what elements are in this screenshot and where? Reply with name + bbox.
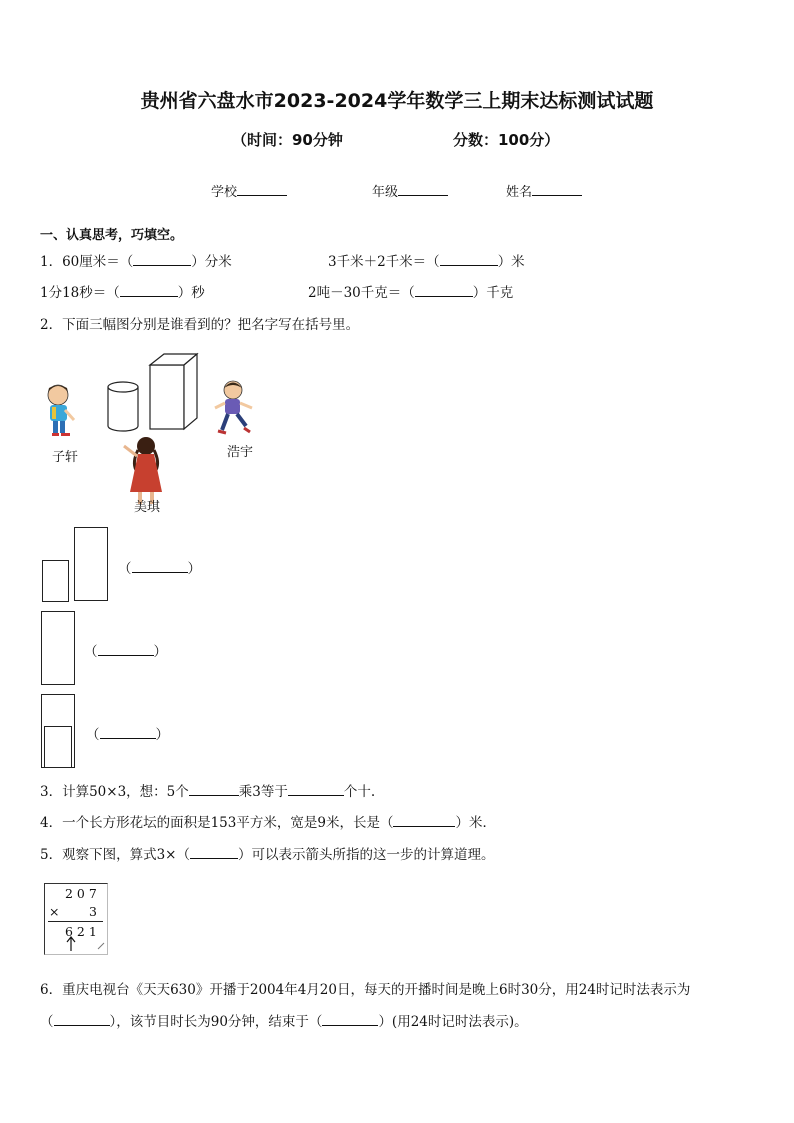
view1-open-paren: （ [118,561,132,577]
q1-a [40,250,232,270]
q1-c-left: 1分18秒＝（ [40,285,120,301]
name-label: 姓名 [506,185,533,200]
grade-blank[interactable] [398,182,448,196]
view2-tall-rect [41,611,75,685]
view2-close-paren: ） [153,644,167,660]
q5-right: ）可以表示箭头所指的这一步的计算道理。 [238,847,495,863]
name-blank[interactable] [532,182,582,196]
q5 [40,843,495,863]
calc-product: 6 2 1 [65,924,97,939]
q6-blank2[interactable] [322,1013,378,1026]
q1-c-blank[interactable] [120,284,178,297]
q2-text: 2．下面三幅图分别是谁看到的？把名字写在括号里。 [40,317,360,333]
page-title: 贵州省六盘水市2023-2024学年数学三上期末达标测试试题 [140,90,654,112]
q1-b-blank[interactable] [440,253,498,266]
name-meiqi: 美琪 [134,500,161,515]
q6-line1: 6．重庆电视台《天天630》开播于2004年4月20日，每天的开播时间是晚上6时30分，用24时记时法表示为 [40,982,691,998]
time-label: （时间：90分钟 [232,131,343,149]
q6-open-paren1: （ [40,1014,54,1030]
q6-mid-text: ），该节目时长为90分钟，结束于（ [109,1014,323,1030]
q4-blank[interactable] [393,814,455,827]
q4 [40,811,496,831]
calc-times-sign: × [49,904,60,919]
q1-c [40,281,205,301]
calc-multiplicand: 2 0 7 [65,886,97,901]
q6-end-text: ）(用24时记时法表示)。 [378,1014,528,1030]
view1-close-paren: ） [187,561,201,577]
view2-blank[interactable] [98,643,154,656]
q1-d [308,281,513,301]
q5-left: 5．观察下图，算式3×（ [40,847,190,863]
name-field [506,181,582,200]
q1-b-left: 3千米＋2千米＝（ [328,254,440,270]
grade-label: 年级 [372,185,399,200]
q1-d-right: ）千克 [472,285,514,301]
score-label: 分数：100分） [453,131,560,149]
q5-calc-figure [44,883,108,955]
view1-small-rect [42,560,69,602]
school-label: 学校 [211,185,238,200]
up-arrow-icon [66,936,76,952]
q1-a-left: 1．60厘米＝（ [40,254,134,270]
boy-haoyu-figure [215,381,252,433]
q1-a-right: ）分米 [191,254,232,270]
section-heading: 一、认真思考，巧填空。 [40,228,184,243]
page-curl-icon [97,942,105,950]
view3-answer [86,723,169,743]
q3-blank1[interactable] [189,783,239,796]
boy-zixuan-figure [48,385,74,436]
q1-d-blank[interactable] [415,284,473,297]
q3-part3: 个十. [343,784,376,800]
q1-a-blank[interactable] [133,253,191,266]
view1-tall-rect [74,527,108,601]
school-blank[interactable] [237,182,287,196]
view3-close-paren: ） [155,727,169,743]
q3-part2: 乘3等于 [238,784,288,800]
view2-answer [84,640,167,660]
q5-blank[interactable] [190,846,238,859]
q3-blank2[interactable] [288,783,344,796]
calc-multiplier: 3 [89,904,97,919]
name-zixuan: 子轩 [52,450,79,465]
q1-c-right: ）秒 [177,285,205,301]
name-haoyu: 浩宇 [227,445,254,460]
q6-blank1[interactable] [54,1013,110,1026]
view1-answer [118,557,201,577]
q1-b-right: ）米 [497,254,525,270]
view2-open-paren: （ [84,644,98,660]
view3-blank[interactable] [100,726,156,739]
q1-b [328,250,525,270]
q2-scene-illustration [40,350,280,520]
view1-blank[interactable] [132,560,188,573]
q6-line2 [40,1010,528,1030]
cuboid-shape [150,354,197,429]
girl-meiqi-figure [124,437,162,504]
calc-rule [48,921,103,922]
view3-small-rect [44,726,72,768]
q1-d-left: 2吨－30千克＝（ [308,285,415,301]
q4-left: 4．一个长方形花坛的面积是153平方米，宽是9米，长是（ [40,815,394,831]
q3 [40,780,375,800]
q3-part1: 3．计算50×3，想：5个 [40,784,189,800]
grade-field [372,181,448,200]
school-field [211,181,287,200]
cylinder-shape [108,382,138,431]
view3-open-paren: （ [86,727,100,743]
q4-right: ）米． [455,815,496,831]
